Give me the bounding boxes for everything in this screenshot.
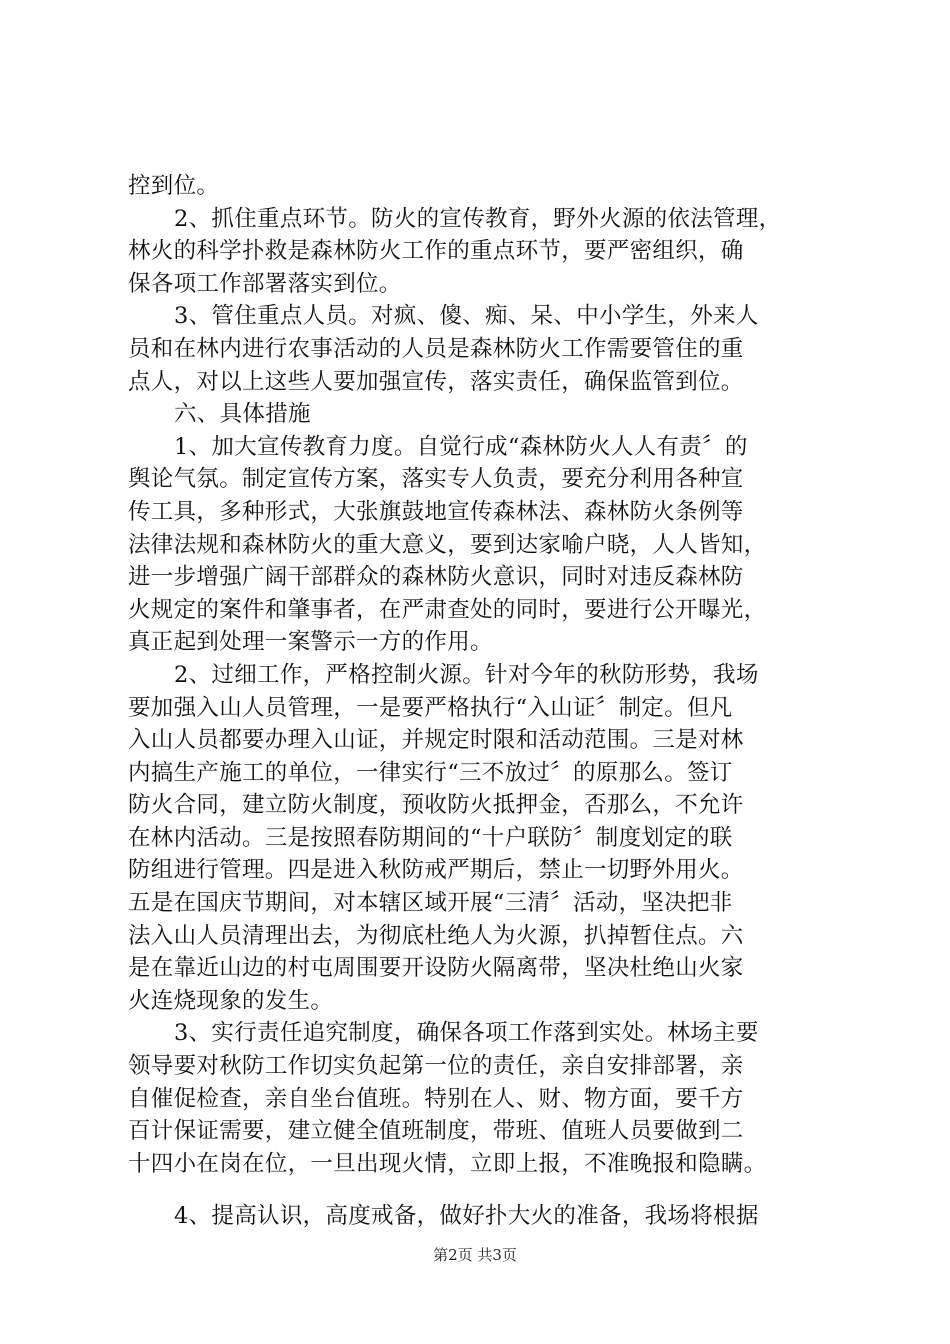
text-line: 领导要对秋防工作切实负起第一位的责任，亲自安排部署，亲 xyxy=(128,1053,744,1080)
text-line: 在林内活动。三是按照春防期间的“十户联防〞制度划定的联 xyxy=(128,824,733,851)
text-line: 法律法规和森林防火的重大意义，要到达家喻户晓，人人皆知， xyxy=(128,531,767,558)
text-line: 入山人员都要办理入山证，并规定时限和活动范围。三是对林 xyxy=(128,727,744,754)
text-line: 进一步增强广阔干部群众的森林防火意识，同时对违反森林防 xyxy=(128,564,744,591)
text-line: 保各项工作部署落实到位。 xyxy=(128,270,402,297)
text-line: 林火的科学扑救是森林防火工作的重点环节，要严密组织，确 xyxy=(128,238,744,265)
text-line: 自催促检查，亲自坐台值班。特别在人、财、物方面，要千方 xyxy=(128,1085,744,1112)
text-line: 2、过细工作，严格控制火源。针对今年的秋防形势，我场 xyxy=(174,661,759,688)
text-line: 传工具，多种形式，大张旗鼓地宣传森林法、森林防火条例等 xyxy=(128,498,744,525)
text-line: 火规定的案件和肇事者，在严肃查处的同时，要进行公开曝光， xyxy=(128,596,767,623)
text-line: 3、管住重点人员。对疯、傻、痴、呆、中小学生，外来人 xyxy=(174,303,759,330)
text-line: 防组进行管理。四是进入秋防戒严期后，禁止一切野外用火。 xyxy=(128,857,744,884)
text-line: 要加强入山人员管理，一是要严格执行“入山证〞制定。但凡 xyxy=(128,694,733,721)
text-line: 十四小在岗在位，一旦出现火情，立即上报，不准晚报和隐瞒。 xyxy=(128,1150,767,1177)
text-line: 2、抓住重点环节。防火的宣传教育，野外火源的依法管理， xyxy=(174,205,782,232)
text-line: 控到位。 xyxy=(128,173,220,199)
section-heading: 六、具体措施 xyxy=(174,401,311,428)
body-text xyxy=(128,170,838,1233)
text-line: 4、提高认识，高度戒备，做好扑大火的准备，我场将根据 xyxy=(174,1203,759,1230)
text-line: 是在靠近山边的村屯周围要开设防火隔离带，坚决杜绝山火家 xyxy=(128,955,744,982)
text-line: 百计保证需要，建立健全值班制度，带班、值班人员要做到二 xyxy=(128,1118,744,1145)
text-line: 3、实行责任追究制度，确保各项工作落到实处。林场主要 xyxy=(174,1020,759,1047)
page-number: 第2页 共3页 xyxy=(433,1246,517,1264)
text-line: 防火合同，建立防火制度，预收防火抵押金，否那么，不允许 xyxy=(128,792,744,819)
text-line: 五是在国庆节期间，对本辖区域开展“三清〞活动，坚决把非 xyxy=(128,890,733,917)
text-line: 员和在林内进行农事活动的人员是森林防火工作需要管住的重 xyxy=(128,335,744,362)
text-line: 法入山人员清理出去，为彻底杜绝人为火源，扒掉暂住点。六 xyxy=(128,922,744,949)
text-line: 1、加大宣传教育力度。自觉行成“森林防火人人有责〞的 xyxy=(174,433,748,460)
text-line: 火连烧现象的发生。 xyxy=(128,987,334,1014)
text-line: 真正起到处理一案警示一方的作用。 xyxy=(128,629,493,656)
text-line: 点人，对以上这些人要加强宣传，落实责任，确保监管到位。 xyxy=(128,368,744,395)
text-line: 舆论气氛。制定宣传方案，落实专人负责，要充分利用各种宣 xyxy=(128,466,744,493)
text-line: 内搞生产施工的单位，一律实行“三不放过〞的原那么。签订 xyxy=(128,759,733,786)
